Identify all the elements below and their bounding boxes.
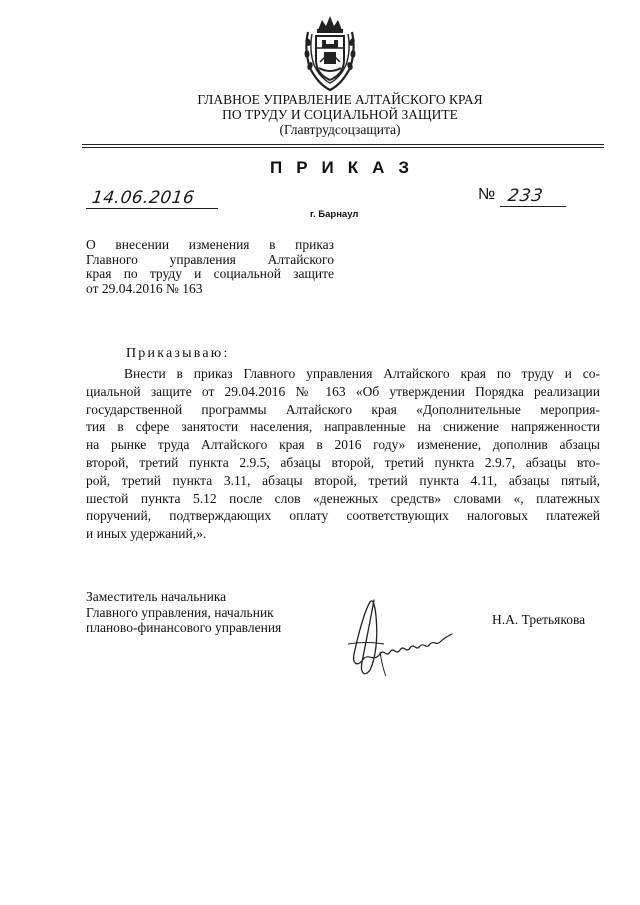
signatory-title-line-1: Заместитель начальника xyxy=(86,589,227,604)
body-line-10: и иных удержаний,». xyxy=(86,526,207,542)
body-line-9: поручений, подтверждающих оплату соответствующих налоговых платежей xyxy=(86,508,600,524)
body-line-7: рой, третий пункта 3.11, абзацы второй, третий пункта 4.11, абзацы пятый, xyxy=(86,472,600,488)
signatory-title xyxy=(86,589,281,636)
org-header xyxy=(160,92,520,137)
body-line-3: государственной программы Алтайского края «Дополнительные мероприя- xyxy=(86,401,600,417)
subject-line-2: Главного управления Алтайского xyxy=(86,251,334,267)
body-line-4: тия в сфере занятости населения, направленные на снижение напряженности xyxy=(86,419,600,435)
document-number-label: № xyxy=(478,186,496,203)
document-date-field xyxy=(86,188,218,209)
header-rule-top xyxy=(82,144,604,145)
document-city: г. Барнаул xyxy=(310,209,359,220)
body-line-6: второй, третий пункта 2.9.5, абзацы второй, третий пункта 2.9.7, абзацы вто- xyxy=(86,454,600,470)
document-number: 233 xyxy=(506,186,545,206)
order-word: Приказываю: xyxy=(126,346,230,361)
body-line-1: Внести в приказ Главного управления Алтайского края по труду и со- xyxy=(124,366,600,381)
document-title: ПРИКАЗ xyxy=(270,158,424,177)
signatory-title-line-3: планово-финансового управления xyxy=(86,620,282,635)
org-line-1: ГЛАВНОЕ УПРАВЛЕНИЕ АЛТАЙСКОГО КРАЯ xyxy=(197,92,483,107)
subject-line-3: края по труду и социальной защите xyxy=(86,266,334,281)
org-line-2: ПО ТРУДУ И СОЦИАЛЬНОЙ ЗАЩИТЕ xyxy=(222,107,458,122)
body-line-5: на рынке труда Алтайского края в 2016 году» изменение, дополнив абзацы xyxy=(86,437,600,453)
coat-of-arms-icon xyxy=(298,10,362,92)
header-rule-bottom xyxy=(82,147,604,148)
body-line-2: циальной защите от 29.04.2016 № 163 «Об утверждении Порядка реализации xyxy=(86,383,600,399)
org-line-3: (Главтрудсоцзащита) xyxy=(279,122,401,137)
subject-line-1: О внесении изменения в приказ xyxy=(86,237,334,252)
body-line-8: шестой пункта 5.12 после слов «денежных средств» словами «, платежных xyxy=(86,490,600,506)
subject-line-4: от 29.04.2016 № 163 xyxy=(86,280,203,296)
signatory-name: Н.А. Третьякова xyxy=(492,612,586,627)
handwritten-signature-icon xyxy=(340,592,460,682)
document-date: 14.06.2016 xyxy=(90,188,196,208)
document-subject xyxy=(86,238,334,296)
document-body xyxy=(86,365,600,543)
document-number-field xyxy=(500,186,566,207)
signatory-title-line-2: Главного управления, начальник xyxy=(86,604,274,620)
